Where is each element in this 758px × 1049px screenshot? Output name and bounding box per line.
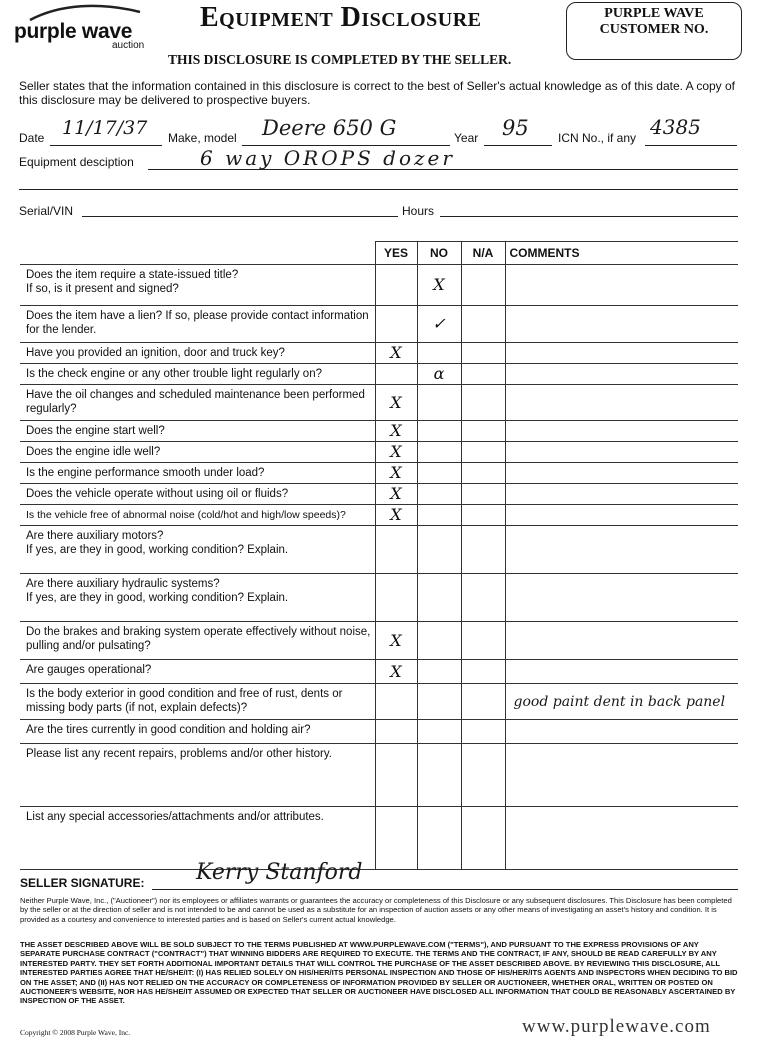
no-checkbox[interactable]: α bbox=[417, 364, 461, 385]
table-row bbox=[20, 385, 738, 421]
yes-checkbox[interactable] bbox=[375, 744, 417, 807]
question-text: Does the engine start well? bbox=[20, 421, 375, 442]
yes-checkbox[interactable]: X bbox=[375, 484, 417, 505]
table-row bbox=[20, 364, 738, 385]
table-row bbox=[20, 343, 738, 364]
na-checkbox[interactable] bbox=[461, 807, 505, 870]
copyright-text: Copyright © 2008 Purple Wave, Inc. bbox=[20, 1028, 131, 1037]
comment-field[interactable] bbox=[505, 807, 738, 870]
question-text: Does the item have a lien? If so, please provide contact information for the lender. bbox=[20, 306, 375, 343]
table-row bbox=[20, 684, 738, 720]
no-column-header: NO bbox=[417, 242, 461, 265]
question-text: Does the vehicle operate without using oil or fluids? bbox=[20, 484, 375, 505]
comment-field[interactable] bbox=[505, 442, 738, 463]
logo-subtext: auction bbox=[112, 40, 145, 51]
serial-vin-label: Serial/VIN bbox=[19, 204, 74, 218]
yes-checkbox[interactable] bbox=[375, 526, 417, 574]
comment-field[interactable]: good paint dent in back panel bbox=[505, 684, 738, 720]
comment-field[interactable] bbox=[505, 484, 738, 505]
equipment-description-label: Equipment desciption bbox=[19, 155, 134, 169]
customer-number-label: PURPLE WAVE CUSTOMER NO. bbox=[599, 6, 709, 37]
na-checkbox[interactable] bbox=[461, 421, 505, 442]
terms-paragraph: THE ASSET DESCRIBED ABOVE WILL BE SOLD SUBJECT TO THE TERMS PUBLISHED AT WWW.PURPLEWAVE.COM ("TERMS"), AND PURSUANT TO THE EXPRESS PROVISIONS OF ANY SEPARATE PURCHASE CONTRACT ("CONTRACT") THAT WINNING BIDDERS ARE REQUIRED TO EXECUTE. THE TERMS AND THE CONTRACT, IF ANY, SHOULD BE READ CAREFULLY BY ANY INTERESTED PARTY. THEY SET FORTH ADDITIONAL IMPORTANT DETAILS THAT WILL CONTROL THE PURCHASE OF THE ASSET DESCRIBED ABOVE. BY REVIEWING THIS DISCLOSURE, ALL INTERESTED PARTIES AGREE THAT HE/SHE/IT: (I) HAS RELIED SOLELY ON HIS/HER/ITS PERSONAL INSPECTION AND THOSE OF HIS/HER/ITS AGENTS AND INSPECTORS WHEN DECIDING TO BID ON THE ASSET; AND (II) HAS NOT RELIED ON THE ACCURACY OR COMPLETENESS OF INFORMATION PROVIDED BY SELLER OR AUCTIONEER, WHETHER ORAL, WRITTEN OR POSTED ON AUCTIONEER'S WEBSITE, NOR HAS HE/SHE/IT ASSUMED OR EXPECTED THAT SELLER OR AUCTIONEER HAVE DISCLOSED ALL INFORMATION THAT COULD BE REASONABLY ASCERTAINED BY INSPECTION OF THE ASSET. bbox=[20, 940, 738, 1006]
seller-signature-label: SELLER SIGNATURE: bbox=[20, 876, 145, 890]
no-checkbox[interactable] bbox=[417, 720, 461, 744]
table-row bbox=[20, 622, 738, 660]
na-checkbox[interactable] bbox=[461, 720, 505, 744]
table-row bbox=[20, 442, 738, 463]
year-value[interactable]: 95 bbox=[502, 116, 529, 140]
comments-column-header: COMMENTS bbox=[505, 242, 738, 265]
na-checkbox[interactable] bbox=[461, 364, 505, 385]
question-text: Is the check engine or any other trouble light regularly on? bbox=[20, 364, 375, 385]
yes-checkbox[interactable] bbox=[375, 720, 417, 744]
table-row bbox=[20, 463, 738, 484]
na-checkbox[interactable] bbox=[461, 526, 505, 574]
disclosure-questions-table bbox=[20, 241, 738, 870]
comment-field[interactable] bbox=[505, 505, 738, 526]
icn-value[interactable]: 4385 bbox=[650, 115, 701, 139]
question-text: Are there auxiliary motors? If yes, are they in good, working condition? Explain. bbox=[20, 526, 375, 574]
question-text: Are gauges operational? bbox=[20, 660, 375, 684]
yes-checkbox[interactable]: X bbox=[375, 622, 417, 660]
year-line bbox=[484, 145, 552, 146]
icn-line bbox=[645, 145, 737, 146]
customer-number-box[interactable] bbox=[566, 2, 742, 60]
yes-column-header: YES bbox=[375, 242, 417, 265]
table-row bbox=[20, 505, 738, 526]
question-text: Please list any recent repairs, problems and/or other history. bbox=[20, 744, 375, 807]
na-checkbox[interactable] bbox=[461, 306, 505, 343]
question-text: Are the tires currently in good condition and holding air? bbox=[20, 720, 375, 744]
no-checkbox[interactable] bbox=[417, 684, 461, 720]
comment-field[interactable] bbox=[505, 463, 738, 484]
na-checkbox[interactable] bbox=[461, 442, 505, 463]
page-title: Equipment Disclosure bbox=[200, 2, 482, 33]
comment-field[interactable] bbox=[505, 744, 738, 807]
yes-checkbox[interactable]: X bbox=[375, 343, 417, 364]
year-label: Year bbox=[454, 131, 479, 145]
table-row bbox=[20, 807, 738, 870]
table-row bbox=[20, 744, 738, 807]
no-checkbox[interactable] bbox=[417, 421, 461, 442]
table-row bbox=[20, 574, 738, 622]
no-checkbox[interactable] bbox=[417, 744, 461, 807]
question-text: List any special accessories/attachments and/or attributes. bbox=[20, 807, 375, 870]
intro-statement: Seller states that the information contained in this disclosure is correct to the best of Seller's actual knowledge as of this date. A copy of this disclosure may be delivered to prospective buyers. bbox=[19, 79, 736, 107]
no-checkbox[interactable] bbox=[417, 505, 461, 526]
no-checkbox[interactable] bbox=[417, 622, 461, 660]
date-label: Date bbox=[19, 131, 45, 145]
question-text: Do the brakes and braking system operate effectively without noise, pulling and/or pulsating? bbox=[20, 622, 375, 660]
table-row bbox=[20, 660, 738, 684]
comment-field[interactable] bbox=[505, 343, 738, 364]
na-checkbox[interactable] bbox=[461, 574, 505, 622]
no-checkbox[interactable]: X bbox=[417, 265, 461, 306]
table-row bbox=[20, 484, 738, 505]
yes-checkbox[interactable] bbox=[375, 574, 417, 622]
table-row bbox=[20, 265, 738, 306]
comment-field[interactable] bbox=[505, 574, 738, 622]
disclaimer-paragraph: Neither Purple Wave, Inc., ("Auctioneer") nor its employees or affiliates warrants or guarantees the accuracy or completeness of this Disclosure or any subsequent disclosures. This Disclosure has been completed by the seller or at the direction of seller and is not intended to be and cannot be used as a substitute for an inspection of auction assets or any other means of investigating an asset's history and condition. It is provided as a courtesy and convenience to interested parties and is based on Seller's current actual knowledge. bbox=[20, 896, 732, 924]
comment-field[interactable] bbox=[505, 660, 738, 684]
table-row bbox=[20, 306, 738, 343]
na-checkbox[interactable] bbox=[461, 684, 505, 720]
na-checkbox[interactable] bbox=[461, 622, 505, 660]
question-column-header bbox=[20, 242, 375, 265]
seller-signature-value[interactable]: Kerry Stanford bbox=[196, 860, 363, 885]
yes-checkbox[interactable]: X bbox=[375, 421, 417, 442]
yes-checkbox[interactable]: X bbox=[375, 442, 417, 463]
no-checkbox[interactable] bbox=[417, 442, 461, 463]
table-row bbox=[20, 526, 738, 574]
comment-field[interactable] bbox=[505, 421, 738, 442]
na-checkbox[interactable] bbox=[461, 343, 505, 364]
yes-checkbox[interactable] bbox=[375, 265, 417, 306]
yes-checkbox[interactable]: X bbox=[375, 505, 417, 526]
na-checkbox[interactable] bbox=[461, 744, 505, 807]
hours-label: Hours bbox=[402, 204, 435, 218]
no-checkbox[interactable] bbox=[417, 574, 461, 622]
yes-checkbox[interactable]: X bbox=[375, 660, 417, 684]
na-checkbox[interactable] bbox=[461, 505, 505, 526]
no-checkbox[interactable] bbox=[417, 463, 461, 484]
question-text: Have the oil changes and scheduled maintenance been performed regularly? bbox=[20, 385, 375, 421]
question-text: Does the item require a state-issued title? If so, is it present and signed? bbox=[20, 265, 375, 306]
question-text: Have you provided an ignition, door and truck key? bbox=[20, 343, 375, 364]
yes-checkbox[interactable]: X bbox=[375, 385, 417, 421]
no-checkbox[interactable] bbox=[417, 526, 461, 574]
hours-line[interactable] bbox=[440, 216, 738, 217]
equipment-description-line-2 bbox=[19, 189, 738, 190]
page-subtitle: THIS DISCLOSURE IS COMPLETED BY THE SELLER. bbox=[168, 52, 512, 67]
comment-field[interactable] bbox=[505, 364, 738, 385]
question-text: Is the body exterior in good condition and free of rust, dents or missing body parts (if not, explain defects)? bbox=[20, 684, 375, 720]
no-checkbox[interactable] bbox=[417, 660, 461, 684]
comment-field[interactable] bbox=[505, 622, 738, 660]
comment-field[interactable] bbox=[505, 385, 738, 421]
table-row bbox=[20, 720, 738, 744]
table-header-row bbox=[20, 242, 738, 265]
na-checkbox[interactable] bbox=[461, 265, 505, 306]
question-text: Does the engine idle well? bbox=[20, 442, 375, 463]
icn-label: ICN No., if any bbox=[558, 131, 637, 145]
make-model-value[interactable]: Deere 650 G bbox=[262, 116, 397, 140]
date-line bbox=[50, 145, 162, 146]
no-checkbox[interactable] bbox=[417, 343, 461, 364]
serial-vin-line[interactable] bbox=[82, 216, 398, 217]
yes-checkbox[interactable] bbox=[375, 306, 417, 343]
comment-field[interactable] bbox=[505, 306, 738, 343]
no-checkbox[interactable] bbox=[417, 807, 461, 870]
make-model-label: Make, model bbox=[168, 131, 237, 145]
seller-signature-line bbox=[152, 889, 738, 890]
yes-checkbox[interactable] bbox=[375, 684, 417, 720]
comment-field[interactable] bbox=[505, 720, 738, 744]
na-checkbox[interactable] bbox=[461, 463, 505, 484]
comment-field[interactable] bbox=[505, 265, 738, 306]
equipment-description-value[interactable]: 6 way OROPS dozer bbox=[200, 146, 455, 170]
na-checkbox[interactable] bbox=[461, 385, 505, 421]
na-checkbox[interactable] bbox=[461, 484, 505, 505]
question-text: Is the engine performance smooth under load? bbox=[20, 463, 375, 484]
yes-checkbox[interactable] bbox=[375, 807, 417, 870]
na-column-header: N/A bbox=[461, 242, 505, 265]
no-checkbox[interactable] bbox=[417, 385, 461, 421]
website-text: www.purplewave.com bbox=[522, 1016, 711, 1037]
na-checkbox[interactable] bbox=[461, 660, 505, 684]
date-value[interactable]: 11/17/37 bbox=[62, 117, 148, 139]
yes-checkbox[interactable]: X bbox=[375, 463, 417, 484]
yes-checkbox[interactable] bbox=[375, 364, 417, 385]
no-checkbox[interactable] bbox=[417, 484, 461, 505]
logo-text: purple wave bbox=[14, 20, 133, 43]
question-text: Are there auxiliary hydraulic systems? If yes, are they in good, working condition? Explain. bbox=[20, 574, 375, 622]
table-row bbox=[20, 421, 738, 442]
question-text: Is the vehicle free of abnormal noise (cold/hot and high/low speeds)? bbox=[20, 505, 375, 526]
no-checkbox[interactable]: ✓ bbox=[417, 306, 461, 343]
comment-field[interactable] bbox=[505, 526, 738, 574]
